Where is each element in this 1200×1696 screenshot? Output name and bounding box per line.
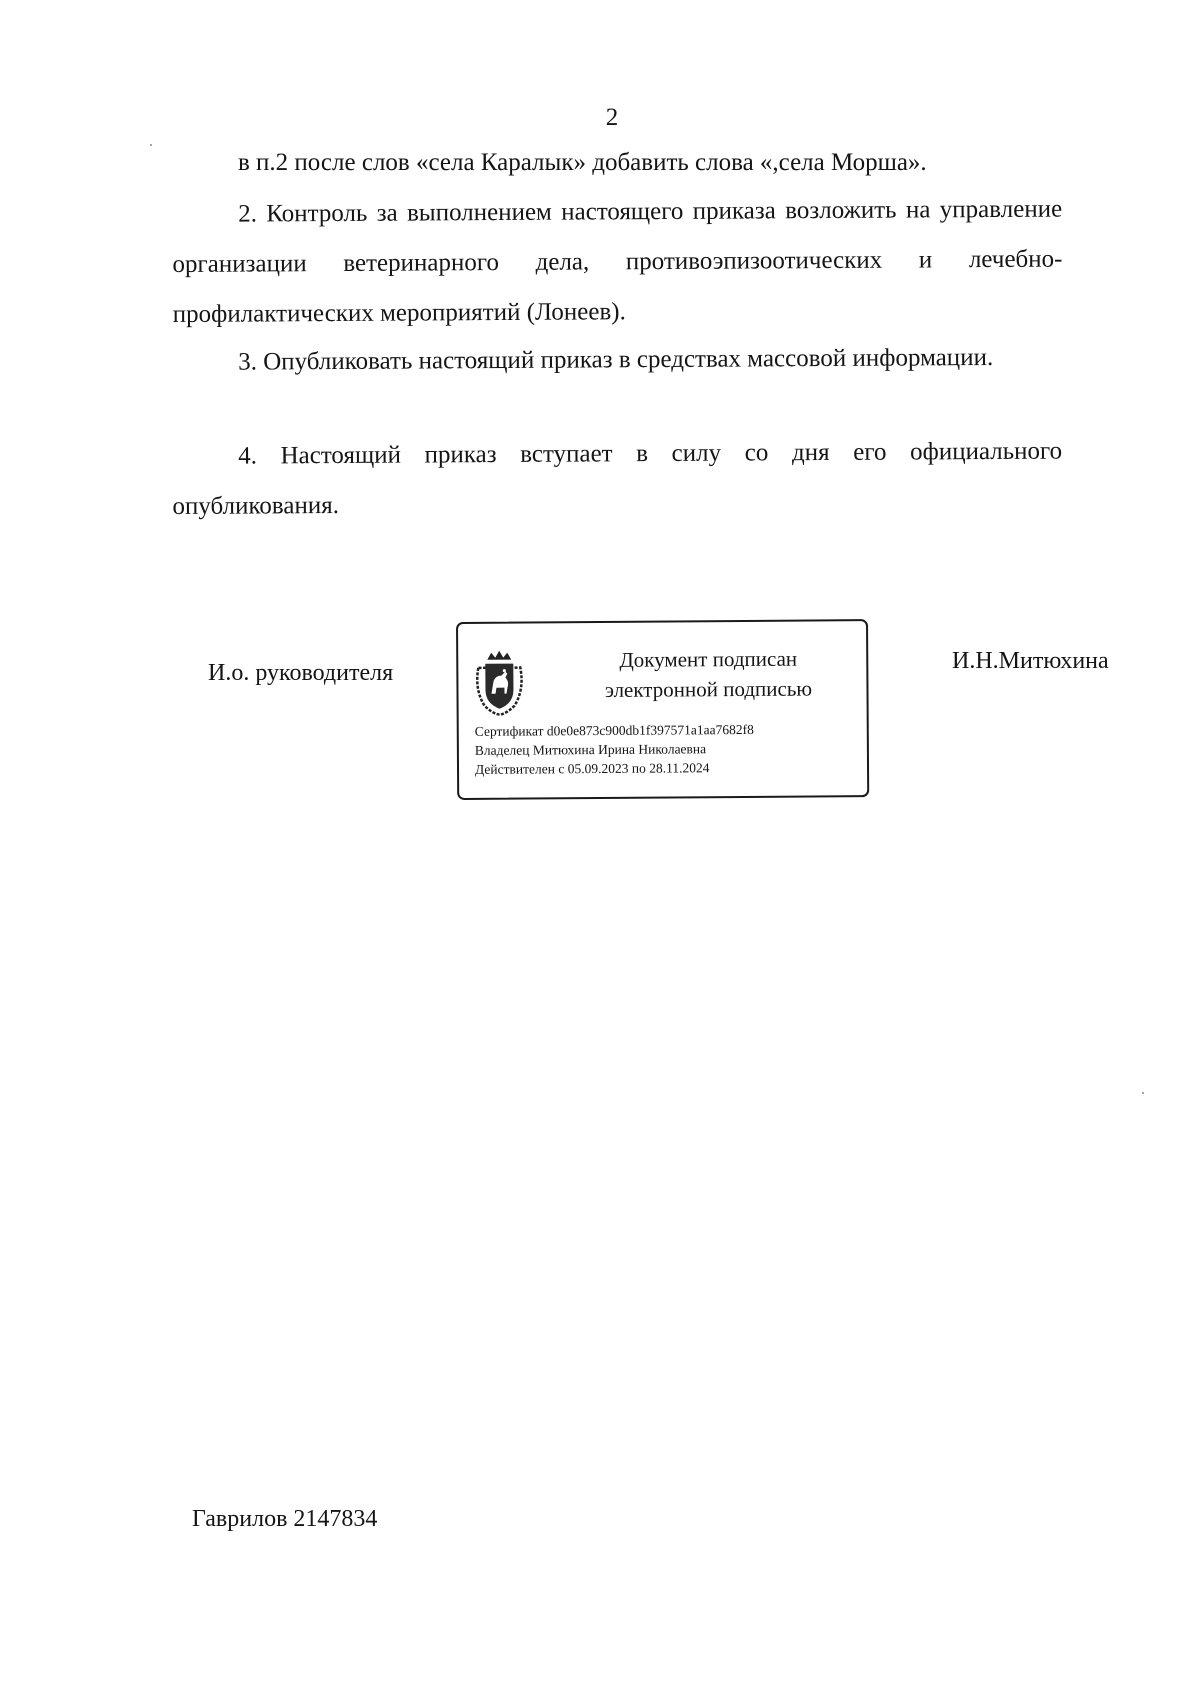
stamp-validity: Действителен с 05.09.2023 по 28.11.2024 (474, 760, 710, 777)
paragraph-3: 3. Опубликовать настоящий приказ в средствах массовой информации. (238, 343, 994, 376)
footer-author: Гаврилов 2147834 (192, 1506, 378, 1532)
stamp-heading-line-1: Документ подписан (619, 646, 798, 672)
scan-speck (150, 144, 152, 146)
stamp-details (475, 719, 865, 779)
signer-name: И.Н.Митюхина (952, 648, 1109, 674)
paragraph-2: 2. Контроль за выполнением настоящего приказа возложить на управление организации ветеринарного дела, противоэпизоотических и лечебно-профилактических мероприятий (Лонеев). (172, 195, 1063, 328)
stamp-owner: Владелец Митюхина Ирина Николаевна (474, 741, 707, 758)
stamp-heading-line-2: электронной подписью (604, 676, 813, 702)
coat-of-arms-icon (472, 650, 526, 716)
signer-title: И.о. руководителя (208, 660, 394, 686)
page-number: 2 (605, 104, 619, 131)
paragraph-1: в п.2 после слов «села Каралык» добавить слова «,села Морша». (238, 149, 927, 176)
stamp-heading (558, 643, 858, 705)
electronic-signature-stamp (456, 619, 869, 800)
scan-speck (1142, 1092, 1144, 1094)
stamp-certificate: Сертификат d0e0e873c900db1f397571a1aa7682f8 (474, 721, 754, 739)
paragraph-4: 4. Настоящий приказ вступает в силу со дня его официального опубликования. (172, 437, 1063, 520)
